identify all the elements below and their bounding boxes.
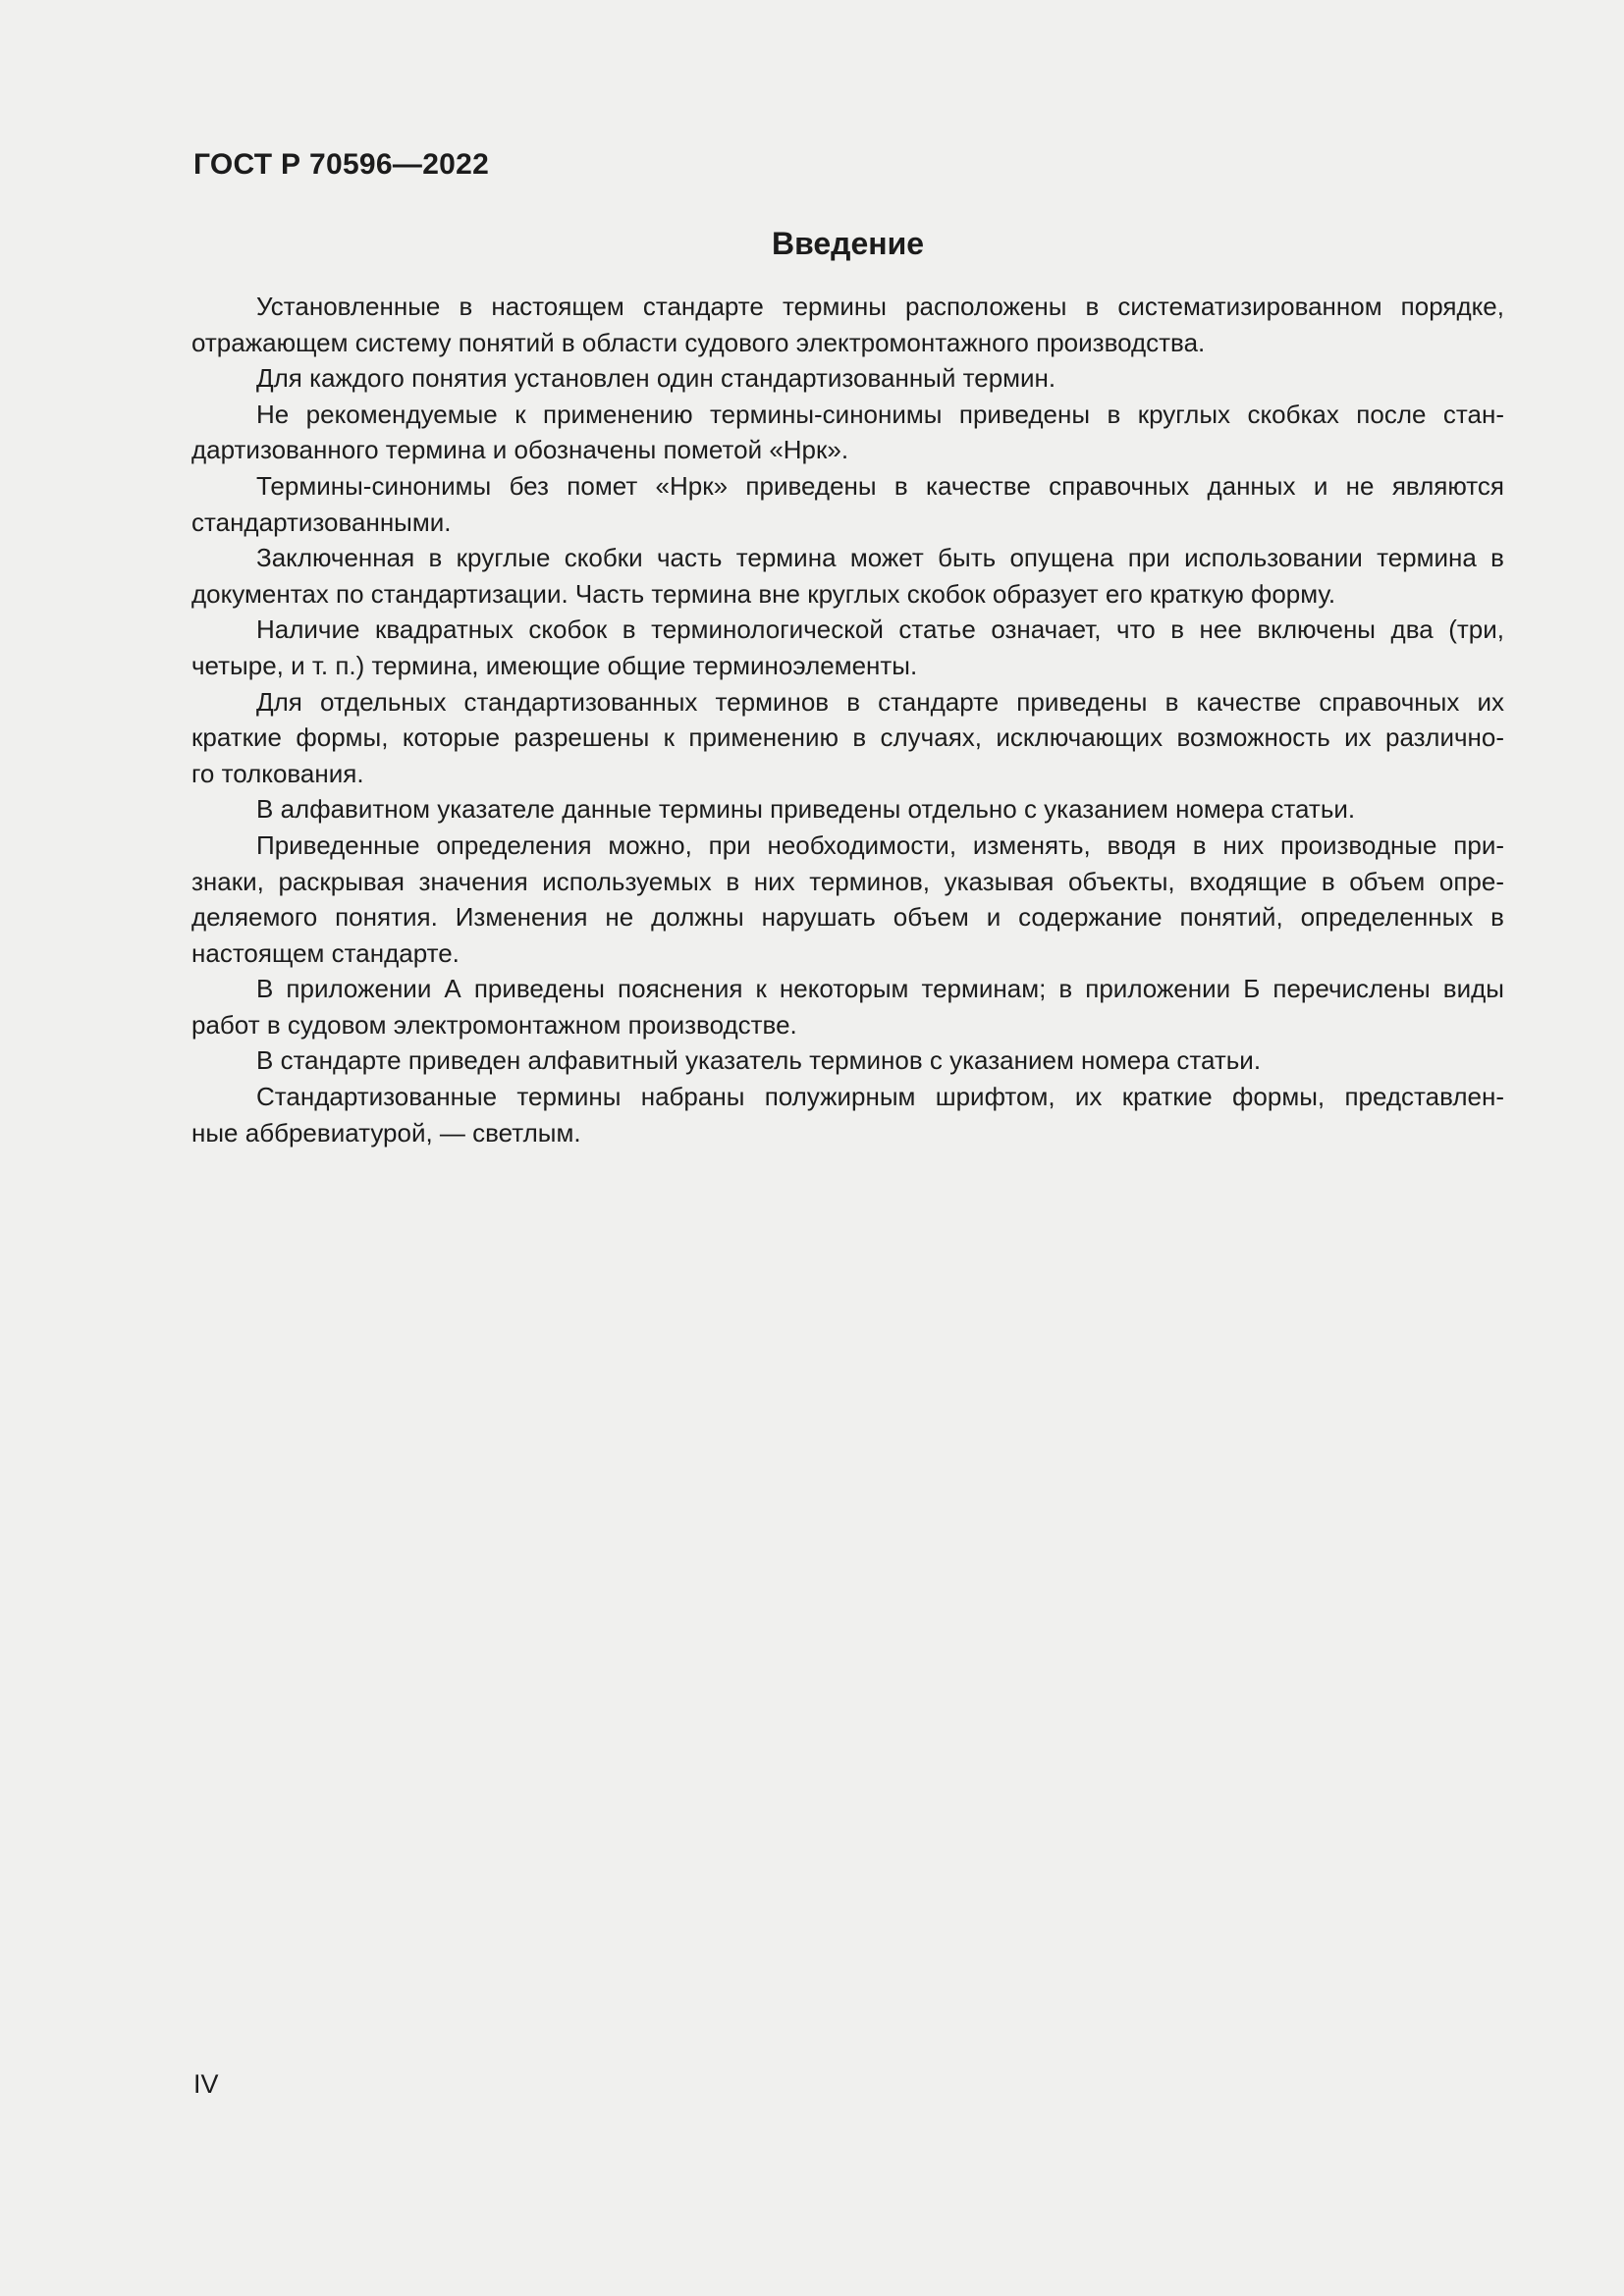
page-title: Введение [771, 226, 925, 261]
paragraph [191, 540, 1504, 612]
paragraph-line: Для отдельных стандартизованных терминов в стандарте приведены в качестве справочных их [256, 686, 1504, 717]
paragraph-line: Стандартизованные термины набраны полужирным шрифтом, их краткие формы, представлен- [256, 1082, 1504, 1112]
paragraph [191, 828, 1504, 971]
paragraph-line: Установленные в настоящем стандарте термины расположены в систематизированном порядке, [256, 292, 1504, 321]
paragraph [191, 468, 1504, 540]
paragraph-line: стандартизованными. [191, 507, 452, 537]
page-number: IV [193, 2069, 219, 2099]
paragraph-line: Приведенные определения можно, при необходимости, изменять, вводя в них производные при- [256, 829, 1504, 860]
paragraph-line: краткие формы, которые разрешены к применению в случаях, исключающих возможность их различно- [191, 722, 1504, 753]
paragraph-line: В алфавитном указателе данные термины приведены отдельно с указанием номера статьи. [256, 794, 1356, 825]
paragraph-line: деляемого понятия. Изменения не должны нарушать объем и содержание понятий, определенных в [191, 902, 1504, 933]
paragraph-line: Наличие квадратных скобок в терминологической статье означает, что в нее включены два (три, [256, 614, 1504, 645]
body-text [191, 289, 1504, 1150]
paragraph-line: четыре, и т. п.) термина, имеющие общие терминоэлементы. [191, 650, 918, 680]
paragraph [191, 612, 1504, 683]
paragraph [191, 1042, 1504, 1079]
paragraph-line: Для каждого понятия установлен один стандартизованный термин. [256, 363, 1056, 394]
paragraph [191, 397, 1504, 468]
paragraph-line: Не рекомендуемые к применению термины-синонимы приведены в круглых скобках после стан- [256, 399, 1504, 429]
paragraph [191, 289, 1504, 360]
paragraph-line: работ в судовом электромонтажном производстве. [191, 1009, 797, 1040]
paragraph-line: настоящем стандарте. [191, 937, 460, 968]
paragraph-line: В приложении А приведены пояснения к некоторым терминам; в приложении Б перечислены виды [256, 974, 1504, 1004]
paragraph [191, 791, 1504, 828]
paragraph-line: дартизованного термина и обозначены пометой «Нрк». [191, 435, 849, 465]
paragraph-line: знаки, раскрывая значения используемых в них терминов, указывая объекты, входящие в объем опре- [191, 866, 1504, 896]
doc-code: ГОСТ Р 70596—2022 [193, 148, 490, 181]
paragraph [191, 1079, 1504, 1150]
paragraph-line: ные аббревиатурой, — светлым. [191, 1117, 581, 1148]
paragraph-line: В стандарте приведен алфавитный указатель терминов с указанием номера статьи. [256, 1045, 1262, 1076]
paragraph-line: го толкования. [191, 758, 364, 788]
paragraph [191, 971, 1504, 1042]
paragraph-line: Термины-синонимы без помет «Нрк» приведены в качестве справочных данных и не являются [256, 470, 1504, 501]
paragraph-line: документах по стандартизации. Часть термина вне круглых скобок образует его краткую форму. [191, 578, 1336, 609]
paragraph [191, 684, 1504, 792]
paragraph-line: Заключенная в круглые скобки часть термина может быть опущена при использовании термина в [256, 543, 1504, 573]
paragraph-line: отражающем систему понятий в области судового электромонтажного производства. [191, 327, 1206, 357]
paragraph [191, 360, 1504, 397]
